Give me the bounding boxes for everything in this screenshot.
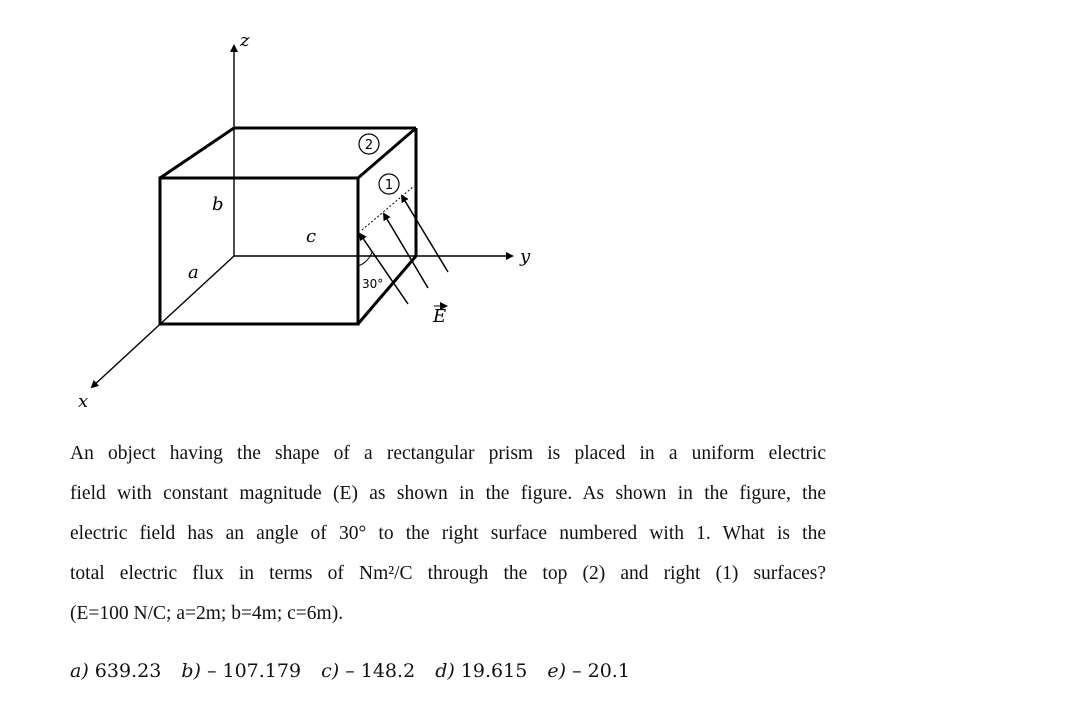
field-arrow-3 [402, 196, 448, 272]
choice-e[interactable] [547, 660, 630, 682]
x-axis-label: x [78, 391, 89, 412]
question-line: (E=100 N/C; a=2m; b=4m; c=6m). [70, 603, 344, 624]
question-line: total electric flux in terms of Nm²/C through the top (2) and right (1) surfaces? [70, 563, 826, 584]
choice-value: – 20.1 [572, 660, 630, 682]
field-arrow-2 [384, 214, 428, 288]
angle-arc [358, 252, 372, 266]
choice-d[interactable] [435, 660, 527, 682]
choice-c[interactable] [321, 660, 415, 682]
edge-label-b: b [212, 194, 224, 215]
choice-key: c) [321, 660, 340, 682]
angle-label: 30° [362, 277, 384, 291]
edge-label-a: a [188, 262, 199, 283]
prism-front-face [160, 178, 358, 324]
surface-2-label: 2 [364, 138, 374, 153]
surface-1-label: 1 [384, 178, 394, 193]
choice-key: d) [435, 660, 455, 682]
question-line: electric field has an angle of 30° to the right surface numbered with 1. What is the [70, 523, 826, 544]
choice-a[interactable] [70, 660, 161, 682]
choice-value: – 148.2 [345, 660, 416, 682]
field-label: E [433, 306, 447, 327]
choice-key: a) [70, 660, 89, 682]
prism-top-left-edge [160, 128, 234, 178]
question-text [70, 434, 826, 634]
question-line: field with constant magnitude (E) as shown in the figure. As shown in the figure, the [70, 483, 826, 504]
choice-key: b) [181, 660, 201, 682]
answer-choices [70, 660, 644, 682]
choice-key: e) [547, 660, 567, 682]
edge-label-c: c [306, 226, 317, 247]
choice-value: 19.615 [460, 660, 528, 682]
z-axis-label: z [240, 30, 250, 51]
x-axis [92, 256, 234, 387]
y-axis-label: y [520, 246, 531, 267]
choice-b[interactable] [181, 660, 301, 682]
question-line: An object having the shape of a rectangular prism is placed in a uniform electric [70, 443, 826, 464]
choice-value: 639.23 [94, 660, 162, 682]
choice-value: – 107.179 [206, 660, 302, 682]
